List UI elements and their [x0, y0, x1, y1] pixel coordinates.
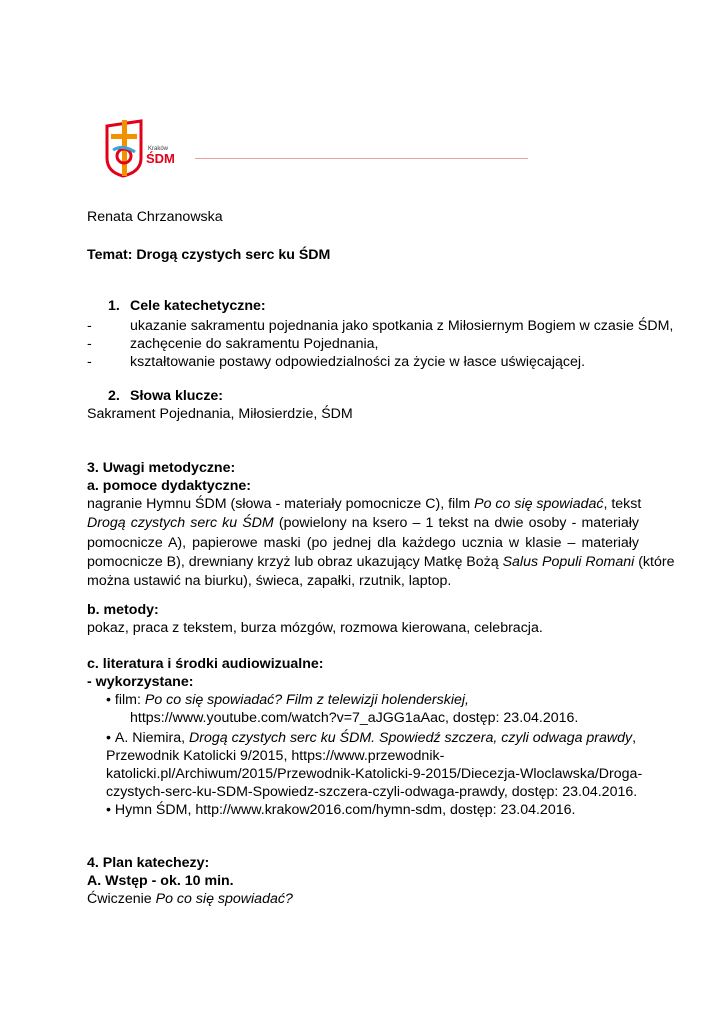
reference-item: • film: Po co się spowiadać? Film z telewizji holenderskiej, [106, 692, 469, 708]
sdm-krakow-logo [101, 118, 193, 178]
reference-item: • Hymn ŚDM, http://www.krakow2016.com/hymn-sdm, dostęp: 23.04.2016. [106, 802, 576, 818]
reference-line: Przewodnik Katolicki 9/2015, https://www.przewodnik- [106, 748, 445, 764]
document-page: Kraków ŚDM Renata Chrzanowska Temat: Drogą czystych serc ku ŚDM 1. Cele katechetyczne: - ukazanie sakramentu pojednania jako spotkania z Miłosiernym Bogiem w czasie ŚDM, - zachęcenie do sakramentu Pojednania, - kształtowanie postawy odpowiedzialności za życie w łasce uświęcającej. 2. Słowa klucze: Sakrament Pojednania, Miłosierdzie, ŚDM 3. Uwagi metodyczne: a. pomoce dydaktyczne: nagranie Hymnu ŚDM (słowa - materiały pomocnicze C), film Po co się spowiadać, tekst Drogą czystych serc ku ŚDM (powielony na ksero – 1 tekst na dwie osoby - materiały pomocnicze A), papierowe maski (po jednej dla każdego ucznia w klasie – materiały pomocnicze B), drewniany krzyż lub obraz ukazujący Matkę Bożą Salus Populi Romani (które można ustawić na biurku), świeca, zapałki, rzutnik, laptop. b. metody: pokaz, praca z tekstem, burza mózgów, rozmowa kierowana, celebracja. c. literatura i środki audiowizualne: - wykorzystane: • film: Po co się spowiadać? Film z telewizji holenderskiej, https://www.youtube.com/watch?v=7_aJGG1aAac, dostęp: 23.04.2016. • A. Niemira, Drogą czystych serc ku ŚDM. Spowiedź szczera, czyli odwaga prawdy, Przewodnik Katolicki 9/2015, https://www.przewodnik- katolicki.pl/Archiwum/2015/Przewodnik-Katolicki-9-2015/Diecezja-Wloclawska/Droga- czystych-serc-ku-SDM-Spowiedz-szczera-czyli-odwaga-prawdy, dostęp: 23.04.2016. • Hymn ŚDM, http://www.krakow2016.com/hymn-sdm, dostęp: 23.04.2016. 4. Plan katechezy: A. Wstęp - ok. 10 min. Ćwiczenie Po co się spowiadać? [0, 0, 725, 1024]
section3-a-title: a. pomoce dydaktyczne: [87, 478, 251, 494]
section3-c-title: c. literatura i środki audiowizualne: [87, 656, 324, 672]
section3-b-title: b. metody: [87, 602, 159, 618]
section3-c-subtitle: - wykorzystane: [87, 674, 194, 690]
reference-line: https://www.youtube.com/watch?v=7_aJGG1aAac, dostęp: 23.04.2016. [130, 710, 579, 726]
reference-item: • A. Niemira, Drogą czystych serc ku ŚDM. Spowiedź szczera, czyli odwaga prawdy, [106, 730, 637, 746]
section3-title: 3. Uwagi metodyczne: [87, 460, 236, 476]
section2-title: Słowa klucze: [130, 388, 224, 404]
reference-line: czystych-serc-ku-SDM-Spowiedz-szczera-czyli-odwaga-prawdy, dostęp: 23.04.2016. [106, 784, 638, 800]
methods-text: pokaz, praca z tekstem, burza mózgów, rozmowa kierowana, celebracja. [87, 620, 543, 636]
section4-a-title: A. Wstęp - ok. 10 min. [87, 873, 234, 889]
section1-number: 1. [108, 298, 120, 314]
logo-text-small: Kraków [148, 146, 169, 152]
section4-title: 4. Plan katechezy: [87, 855, 210, 871]
header-divider [195, 158, 528, 159]
keywords-text: Sakrament Pojednania, Miłosierdzie, ŚDM [87, 406, 353, 422]
teaching-aids-paragraph: nagranie Hymnu ŚDM (słowa - materiały pomocnicze C), film Po co się spowiadać, tekst Drogą czystych serc ku ŚDM (powielony na ksero – 1 tekst na dwie osoby - materiały pomocnicze A), papierowe maski (po jednej dla każdego ucznia w klasie – materiały pomocnicze B), drewniany krzyż lub obraz ukazujący Matkę Bożą Salus Populi Romani (które można ustawić na biurku), świeca, zapałki, rzutnik, laptop. [87, 496, 675, 590]
section1-title: Cele katechetyczne: [130, 298, 266, 314]
section2-number: 2. [108, 388, 120, 404]
exercise-title: Ćwiczenie Po co się spowiadać? [87, 891, 293, 907]
author-name: Renata Chrzanowska [87, 209, 223, 225]
logo-text-main: ŚDM [146, 151, 175, 166]
lesson-topic: Temat: Drogą czystych serc ku ŚDM [87, 247, 331, 263]
reference-line: katolicki.pl/Archiwum/2015/Przewodnik-Katolicki-9-2015/Diecezja-Wloclawska/Droga- [106, 766, 643, 782]
